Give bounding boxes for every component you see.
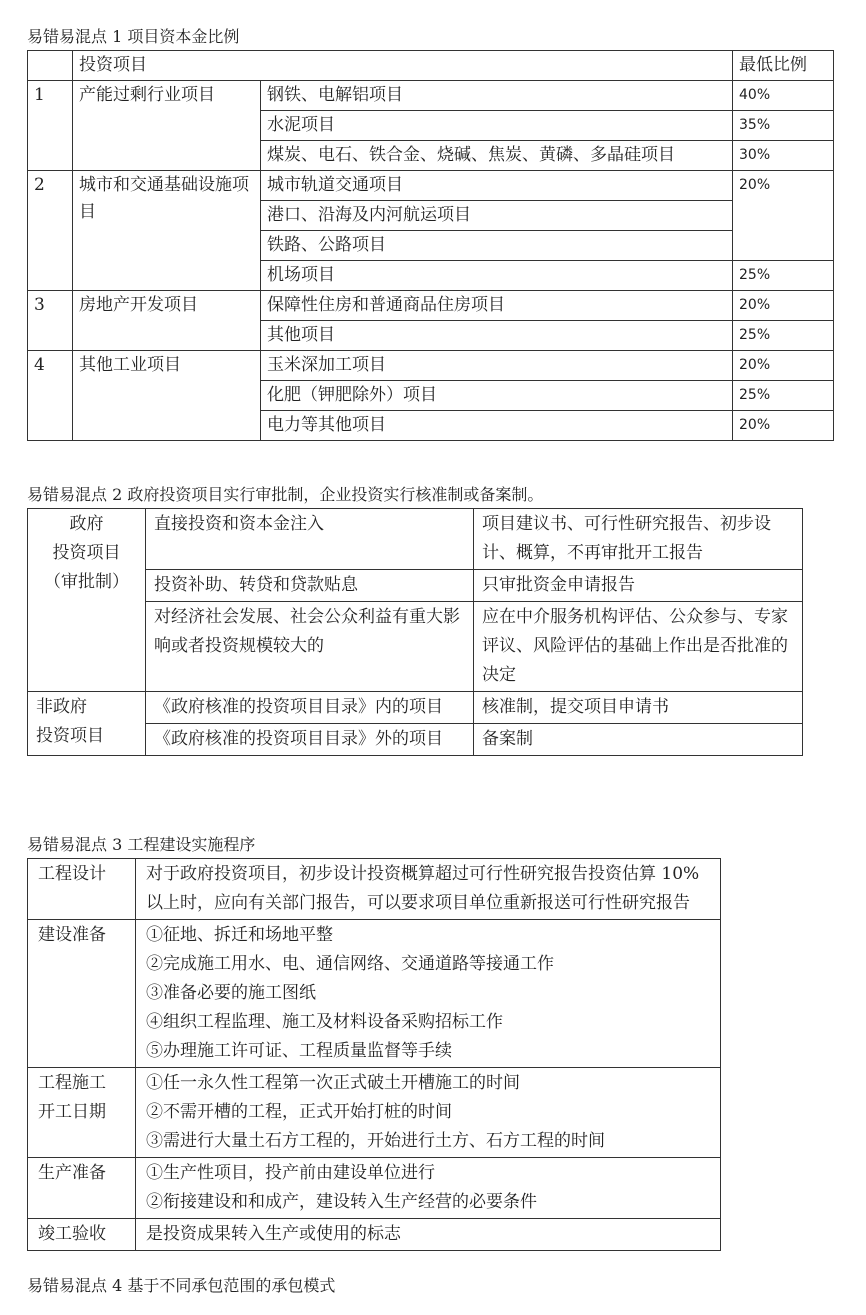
stage-content <box>136 920 721 1068</box>
list-item: ③准备必要的施工图纸 <box>146 983 316 1003</box>
ratio-value: 20% <box>733 351 834 381</box>
gov-project-label <box>28 509 146 692</box>
ratio-value: 40% <box>733 81 834 111</box>
ratio-value: 25% <box>733 381 834 411</box>
gov-label-line: 投资项目 <box>52 543 121 563</box>
stage-label-line: 工程施工 <box>38 1073 106 1093</box>
stage-label <box>28 1068 136 1158</box>
list-item: ④组织工程监理、施工及材料设备采购招标工作 <box>146 1012 503 1032</box>
project-item: 钢铁、电解铝项目 <box>261 81 733 111</box>
header-project-cell: 投资项目 <box>73 51 733 81</box>
project-item: 机场项目 <box>261 261 733 291</box>
investment-type: 《政府核准的投资项目目录》内的项目 <box>146 692 474 724</box>
table-row <box>28 920 721 1068</box>
stage-content <box>136 1158 721 1219</box>
approval-requirement: 只审批资金申请报告 <box>474 570 803 602</box>
project-item: 化肥（钾肥除外）项目 <box>261 381 733 411</box>
group-category: 城市和交通基础设施项目 <box>73 171 261 291</box>
section-1-title: 易错易混点 1 项目资本金比例 <box>27 27 240 46</box>
project-item: 玉米深加工项目 <box>261 351 733 381</box>
table-row <box>28 1219 721 1251</box>
list-item: ②完成施工用水、电、通信网络、交通道路等接通工作 <box>146 954 554 974</box>
list-item: ①征地、拆迁和场地平整 <box>146 925 333 945</box>
section-2-title: 易错易混点 2 政府投资项目实行审批制，企业投资实行核准制或备案制。 <box>27 485 544 504</box>
stage-label: 生产准备 <box>28 1158 136 1219</box>
stage-label-line: 开工日期 <box>38 1102 106 1122</box>
ratio-value: 25% <box>733 321 834 351</box>
stage-content <box>136 1068 721 1158</box>
table-row <box>28 351 834 381</box>
project-item: 水泥项目 <box>261 111 733 141</box>
table-row <box>28 859 721 920</box>
capital-ratio-table <box>27 50 834 441</box>
approval-system-table <box>27 508 803 756</box>
ratio-value: 20% <box>733 291 834 321</box>
ratio-value: 20% <box>733 171 834 261</box>
header-ratio-cell: 最低比例 <box>733 51 834 81</box>
stage-content: 是投资成果转入生产或使用的标志 <box>136 1219 721 1251</box>
nongov-label-line: 投资项目 <box>36 726 104 746</box>
ratio-value: 25% <box>733 261 834 291</box>
investment-type: 直接投资和资本金注入 <box>146 509 474 570</box>
list-item: ①任一永久性工程第一次正式破土开槽施工的时间 <box>146 1073 520 1093</box>
header-no-cell <box>28 51 73 81</box>
stage-label: 建设准备 <box>28 920 136 1068</box>
project-item: 城市轨道交通项目 <box>261 171 733 201</box>
gov-label-line: 政府 <box>69 514 104 534</box>
group-category: 其他工业项目 <box>73 351 261 441</box>
group-category: 房地产开发项目 <box>73 291 261 351</box>
stage-label: 工程设计 <box>28 859 136 920</box>
project-item: 其他项目 <box>261 321 733 351</box>
table-row <box>28 509 803 570</box>
section-4-title: 易错易混点 4 基于不同承包范围的承包模式 <box>27 1276 336 1295</box>
approval-requirement: 核准制，提交项目申请书 <box>474 692 803 724</box>
gov-label-line: （审批制） <box>44 572 129 592</box>
group-number: 4 <box>28 351 73 441</box>
nongov-project-label <box>28 692 146 756</box>
stage-label: 竣工验收 <box>28 1219 136 1251</box>
section-3-title: 易错易混点 3 工程建设实施程序 <box>27 835 256 854</box>
investment-type: 投资补助、转贷和贷款贴息 <box>146 570 474 602</box>
nongov-label-line: 非政府 <box>36 697 87 717</box>
list-item: ③需进行大量土石方工程的，开始进行土方、石方工程的时间 <box>146 1131 605 1151</box>
table-header-row <box>28 51 834 81</box>
table-row <box>28 692 803 724</box>
group-number: 2 <box>28 171 73 291</box>
table-row <box>28 1158 721 1219</box>
list-item: ⑤办理施工许可证、工程质量监督等手续 <box>146 1041 452 1061</box>
table-row <box>28 81 834 111</box>
list-item: ②衔接建设和和成产，建设转入生产经营的必要条件 <box>146 1192 537 1212</box>
investment-type: 对经济社会发展、社会公众利益有重大影响或者投资规模较大的 <box>146 602 474 692</box>
project-item: 港口、沿海及内河航运项目 <box>261 201 733 231</box>
investment-type: 《政府核准的投资项目目录》外的项目 <box>146 724 474 756</box>
construction-procedure-table <box>27 858 721 1251</box>
project-item: 煤炭、电石、铁合金、烧碱、焦炭、黄磷、多晶硅项目 <box>261 141 733 171</box>
table-row <box>28 291 834 321</box>
group-number: 1 <box>28 81 73 171</box>
list-item: ②不需开槽的工程，正式开始打桩的时间 <box>146 1102 452 1122</box>
approval-requirement: 应在中介服务机构评估、公众参与、专家评议、风险评估的基础上作出是否批准的决定 <box>474 602 803 692</box>
project-item: 电力等其他项目 <box>261 411 733 441</box>
project-item: 铁路、公路项目 <box>261 231 733 261</box>
table-row <box>28 1068 721 1158</box>
stage-content: 对于政府投资项目，初步设计投资概算超过可行性研究报告投资估算 10%以上时，应向有关部门报告，可以要求项目单位重新报送可行性研究报告 <box>136 859 721 920</box>
group-number: 3 <box>28 291 73 351</box>
approval-requirement: 项目建议书、可行性研究报告、初步设计、概算，不再审批开工报告 <box>474 509 803 570</box>
ratio-value: 20% <box>733 411 834 441</box>
ratio-value: 30% <box>733 141 834 171</box>
table-row <box>28 171 834 201</box>
ratio-value: 35% <box>733 111 834 141</box>
approval-requirement: 备案制 <box>474 724 803 756</box>
project-item: 保障性住房和普通商品住房项目 <box>261 291 733 321</box>
group-category: 产能过剩行业项目 <box>73 81 261 171</box>
list-item: ①生产性项目，投产前由建设单位进行 <box>146 1163 435 1183</box>
